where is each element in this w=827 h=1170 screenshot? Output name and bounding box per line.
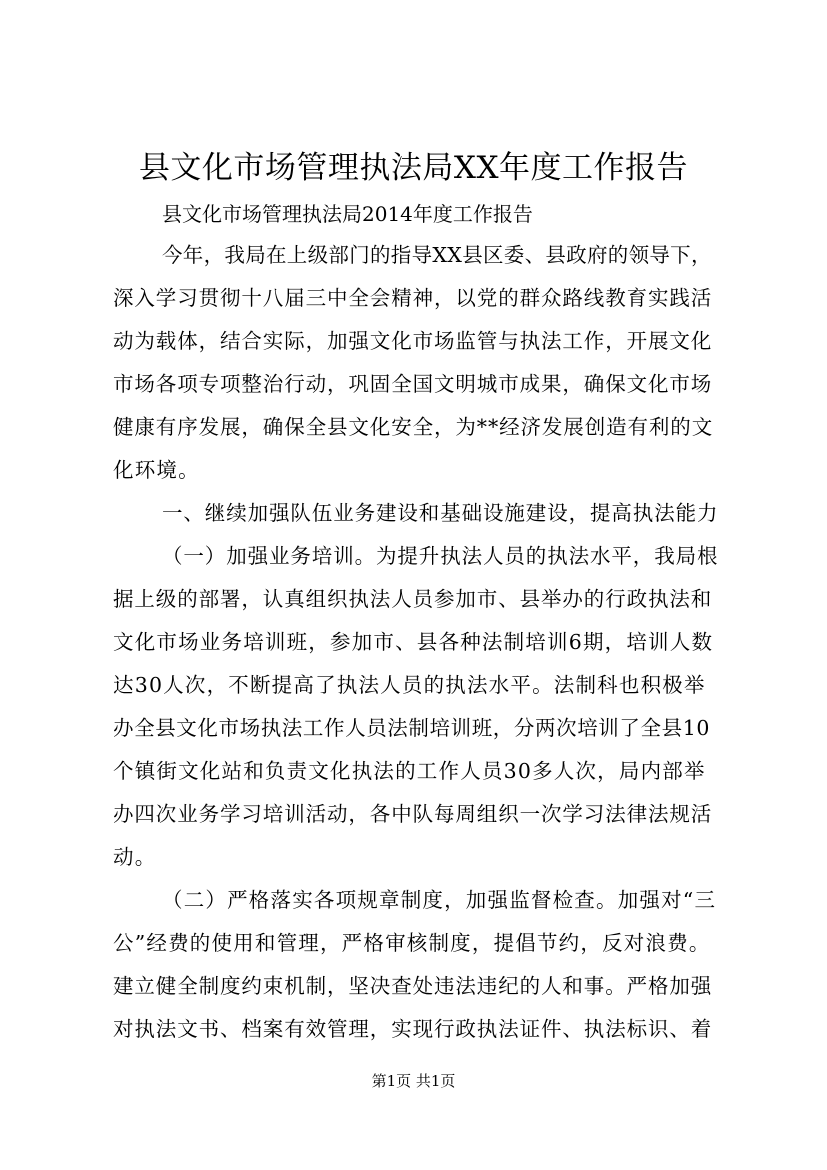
- body-line: 文化市场业务培训班，参加市、县各种法制培训6期，培训人数: [113, 630, 714, 654]
- body-line: 据上级的部署，认真组织执法人员参加市、县举办的行政执法和: [113, 587, 713, 611]
- body-line: 今年，我局在上级部门的指导XX县区委、县政府的领导下，: [162, 243, 712, 267]
- body-line: 办四次业务学习培训活动，各中队每周组织一次学习法律法规活: [113, 802, 713, 826]
- body-line: 动。: [113, 845, 157, 869]
- page-number-footer: 第1页 共1页: [371, 1072, 456, 1090]
- document-subtitle: 县文化市场管理执法局2014年度工作报告: [162, 202, 533, 226]
- body-line: （二）严格落实各项规章制度，加强监督检查。加强对“三: [162, 888, 717, 912]
- body-line: 市场各项专项整治行动，巩固全国文明城市成果，确保文化市场: [113, 372, 713, 396]
- document-title: 县文化市场管理执法局XX年度工作报告: [138, 150, 689, 186]
- body-line: 达30人次，不断提高了执法人员的执法水平。法制科也积极举: [113, 673, 706, 697]
- body-line: 深入学习贯彻十八届三中全会精神，以党的群众路线教育实践活: [113, 286, 713, 310]
- body-line: 建立健全制度约束机制，坚决查处违法违纪的人和事。严格加强: [113, 974, 713, 998]
- body-line: 化环境。: [113, 458, 200, 482]
- body-line: 个镇街文化站和负责文化执法的工作人员30多人次，局内部举: [113, 759, 706, 783]
- body-line: 动为载体，结合实际，加强文化市场监管与执法工作，开展文化: [113, 329, 713, 353]
- body-line: （一）加强业务培训。为提升执法人员的执法水平，我局根: [162, 544, 719, 568]
- body-line: 办全县文化市场执法工作人员法制培训班，分两次培训了全县10: [113, 716, 710, 740]
- section-heading: 一、继续加强队伍业务建设和基础设施建设，提高执法能力: [162, 501, 719, 525]
- body-line: 健康有序发展，确保全县文化安全，为**经济发展创造有利的文: [113, 415, 714, 439]
- body-line: 对执法文书、档案有效管理，实现行政执法证件、执法标识、着: [113, 1017, 713, 1041]
- body-line: 公”经费的使用和管理，严格审核制度，提倡节约，反对浪费。: [113, 931, 711, 955]
